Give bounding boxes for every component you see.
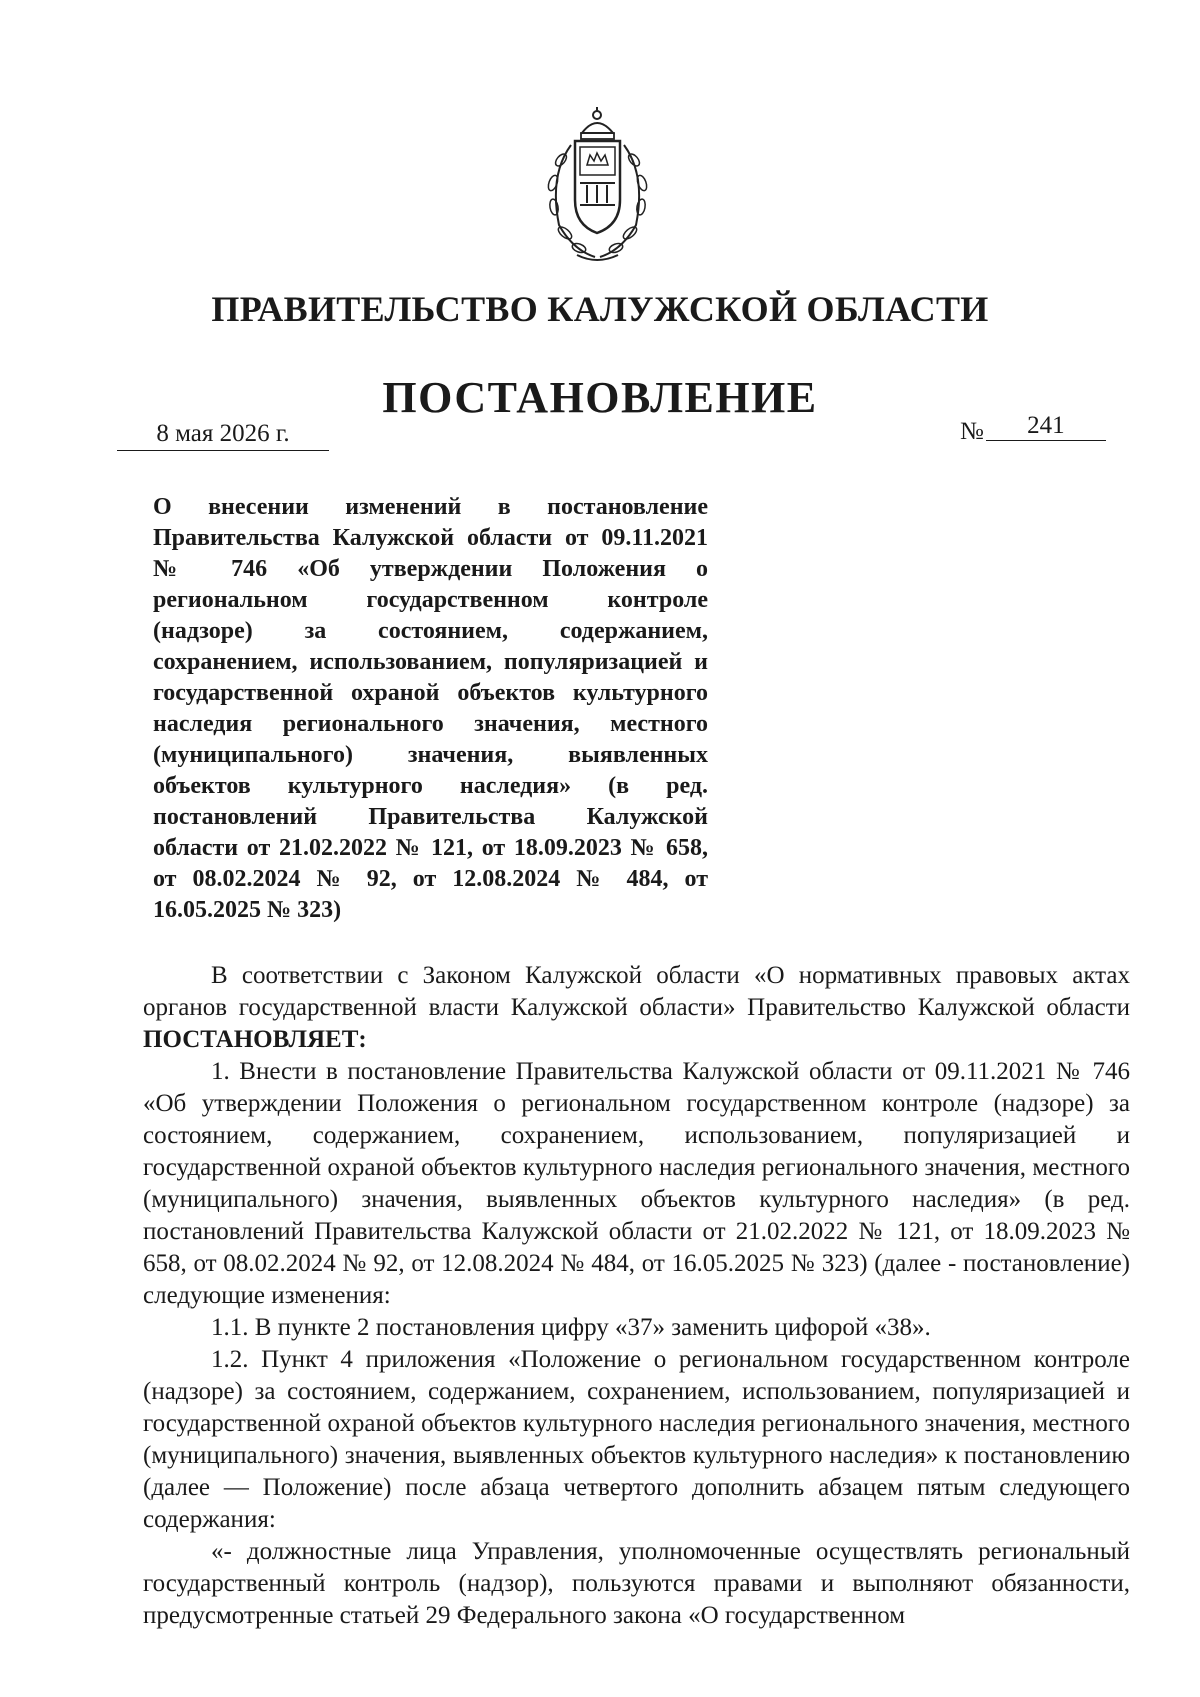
document-body <box>143 960 1130 1632</box>
government-title: ПРАВИТЕЛЬСТВО КАЛУЖСКОЙ ОБЛАСТИ <box>211 289 989 329</box>
number-value: 241 <box>986 412 1106 441</box>
paragraph-quote: «- должностные лица Управления, уполномоченные осуществлять региональный государственный контроль (надзор), пользуются правами и выполняют обязанности, предусмотренные статьей 29 Федерального закона «О государственном <box>143 1538 1130 1629</box>
document-number <box>960 412 1106 447</box>
document-type-title: ПОСТАНОВЛЕНИЕ <box>382 373 818 422</box>
preamble-paragraph <box>143 960 1130 1056</box>
document-date: 8 мая 2026 г. <box>117 420 329 451</box>
document-subject: О внесении изменений в постановление Правительства Калужской области от 09.11.2021 № 746 «Об утверждении Положения о региональном государственном контроле (надзоре) за состоянием, содержанием, сохранением, использованием, популяризацией и государственной охраной объектов культурного наследия регионального значения, местного (муниципального) значения, выявленных объектов культурного наследия» (в ред. постановлений Правительства Калужской области от 21.02.2022 № 121, от 18.09.2023 № 658, от 08.02.2024 № 92, от 12.08.2024 № 484, от 16.05.2025 № 323) <box>153 494 708 923</box>
number-label: № <box>960 418 984 445</box>
resolves-keyword: ПОСТАНОВЛЯЕТ: <box>143 1026 367 1053</box>
paragraph-1-1: 1.1. В пункте 2 постановления цифру «37» заменить цифорой «38». <box>211 1314 931 1341</box>
coat-of-arms-icon <box>535 105 660 265</box>
paragraph-1: 1. Внести в постановление Правительства Калужской области от 09.11.2021 № 746 «Об утверждении Положения о региональном государственном контроле (надзоре) за состоянием, содержанием, сохранением, использованием, популяризацией и государственной охраной объектов культурного наследия регионального значения, местного (муниципального) значения, выявленных объектов культурного наследия» (в ред. постановлений Правительства Калужской области от 21.02.2022 № 121, от 18.09.2023 № 658, от 08.02.2024 № 92, от 12.08.2024 № 484, от 16.05.2025 № 323) (далее - постановление) следующие изменения: <box>143 1058 1130 1309</box>
preamble-text: В соответствии с Законом Калужской области «О нормативных правовых актах органов государственной власти Калужской области» Правительство Калужской области <box>143 962 1130 1021</box>
paragraph-1-2: 1.2. Пункт 4 приложения «Положение о региональном государственном контроле (надзоре) за состоянием, содержанием, сохранением, использованием, популяризацией и государственной охраной объектов культурного наследия регионального значения, местного (муниципального) значения, выявленных объектов культурного наследия» к постановлению (далее — Положение) после абзаца четвертого дополнить абзацем пятым следующего содержания: <box>143 1346 1130 1533</box>
